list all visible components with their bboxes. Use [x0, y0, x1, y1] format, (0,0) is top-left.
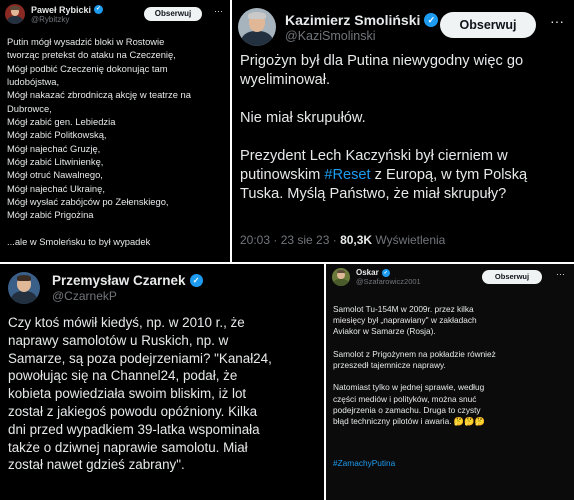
hashtag-link[interactable]: #ZamachyPutina — [333, 458, 396, 468]
tweet-header — [238, 8, 438, 46]
avatar[interactable] — [238, 8, 276, 46]
verified-badge-icon: ✓ — [96, 6, 102, 12]
follow-button[interactable]: Obserwuj — [144, 7, 202, 21]
author-name[interactable]: Przemysław Czarnek — [52, 273, 186, 288]
author-handle[interactable]: @Rybitzky — [31, 14, 70, 24]
tweet-meta — [240, 233, 445, 247]
author-name[interactable]: Oskar — [356, 268, 379, 277]
tweet-timestamp[interactable]: 20:03 · 23 sie 23 · — [240, 233, 341, 247]
tweet-text: Czy ktoś mówił kiedyś, np. w 2010 r., że naprawy samolotów u Ruskich, np. w Samarze, są poza podejrzeniami? "Kanał24, powołując się na Channel24, podał, że kobieta powiedziała swoim bliskim, iż lot został z jakiegoś powodu opóźniony. Kilka dni przed wypadkiem 39-latka wspominała także o dziwnej naprawie samolotu. Miał został nawet gdzieś zabrany". — [8, 315, 272, 473]
avatar[interactable] — [8, 272, 40, 304]
author-name[interactable]: Kazimierz Smoliński — [285, 11, 421, 28]
tweet-text-part: Prigożyn był dla Putina niewygodny więc go wyeliminował. Nie miał skrupułów. Prezydent Lech Kaczyński był cierniem w putinowskim — [240, 53, 524, 183]
author-handle[interactable]: @Szafarowicz2001 — [356, 277, 421, 286]
tweet-smolinski — [232, 0, 574, 262]
view-count: 80,3K — [340, 233, 373, 247]
tweet-text — [240, 52, 570, 204]
tweet-czarnek — [0, 264, 324, 500]
views-label: Wyświetlenia — [372, 233, 446, 247]
more-options-icon[interactable]: ··· — [550, 13, 564, 29]
tweet-header — [8, 272, 203, 304]
tweet-text: Samolot Tu-154M w 2009r. przez kilka miesięcy był „naprawiany" w zakładach Aviakor w Samarze (Rosja). Samolot z Prigożynem na pokładzie również przeszedł tajemnicze naprawy. Natomiast tylko w jednej sprawie, według części mediów i polityków, można snuć podejrzenia o zamachu. Druga to czysty błąd techniczny pilotów i awaria. 🤔🤔🤔 — [333, 304, 496, 427]
more-options-icon[interactable]: ··· — [214, 6, 223, 16]
verified-badge-icon: ✓ — [383, 269, 388, 276]
tweet-text: Putin mógł wysadzić bloki w Rostowie tworząc pretekst do ataku na Czeczenię, Mógł podbić Czeczenię dokonując tam ludobójstwa, Mógł nakazać zbrodniczą akcję w teatrze na Dubrowce, Mógł zabić gen. Lebiedzia Mógł zabić Politkowską, Mógł najechać Gruzję, Mógł zabić Litwinienkę, Mógł otruć Nawalnego, Mógł najechać Ukrainę, Mógł wysłać zabójców po Zełenskiego, Mógł zabić Prigożina ...ale w Smoleńsku to był wypadek — [7, 36, 191, 248]
tweet-header — [332, 268, 421, 286]
tweet-header — [5, 4, 103, 24]
author-handle[interactable]: @KaziSmolinski — [285, 28, 376, 43]
more-options-icon[interactable]: ··· — [556, 269, 565, 279]
avatar[interactable] — [332, 268, 350, 286]
tweet-oskar — [326, 264, 574, 500]
tweet-rybicki — [0, 0, 230, 262]
avatar[interactable] — [5, 4, 25, 24]
author-handle[interactable]: @CzarnekP — [52, 289, 117, 303]
verified-badge-icon: ✓ — [424, 13, 438, 27]
follow-button[interactable]: Obserwuj — [482, 270, 542, 284]
tweet-text-part: z Europą, w tym Polską Tuska. Myślą Państwo, że miał skrupuły? — [240, 167, 528, 202]
hashtag-link[interactable]: #Reset — [324, 167, 371, 183]
follow-button[interactable]: Obserwuj — [440, 12, 536, 38]
verified-badge-icon: ✓ — [190, 274, 203, 287]
author-name[interactable]: Paweł Rybicki — [31, 4, 92, 15]
